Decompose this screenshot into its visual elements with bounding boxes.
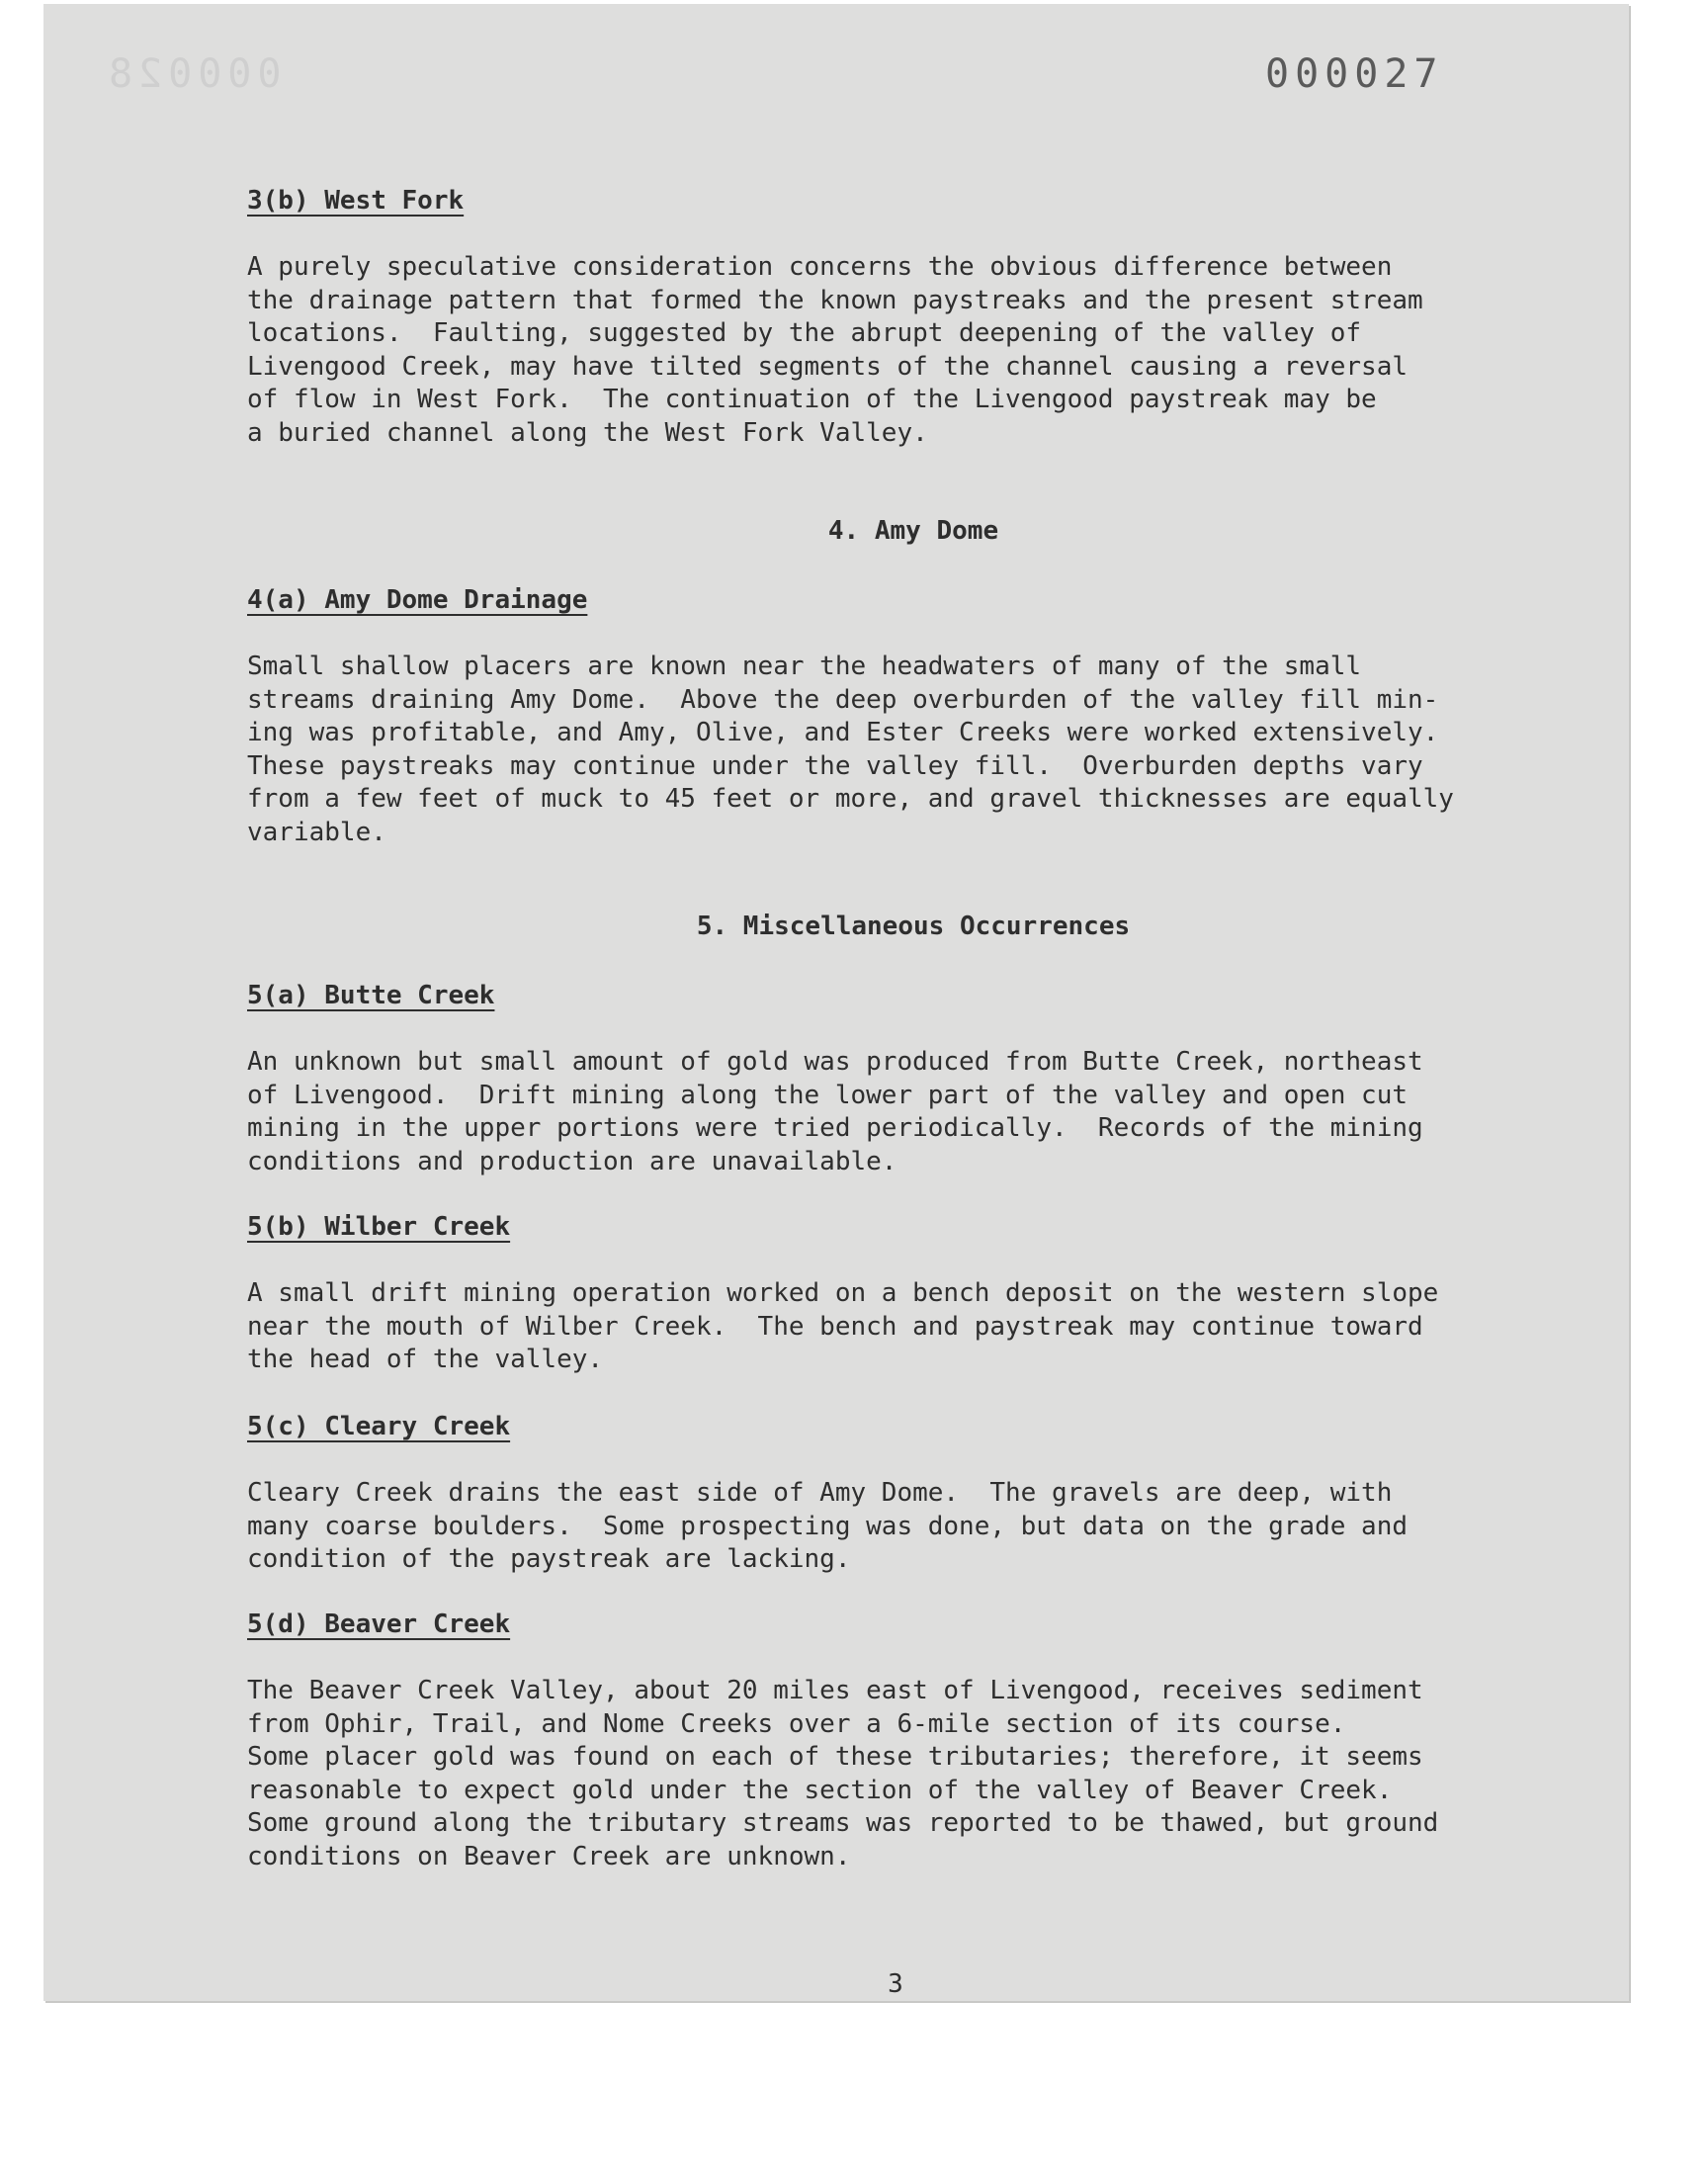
document-control-number: 000027 bbox=[1265, 51, 1444, 97]
section-title-miscellaneous: 5. Miscellaneous Occurrences bbox=[696, 912, 1131, 941]
document-page bbox=[43, 4, 1629, 2001]
paragraph-west-fork: A purely speculative consideration concerns the obvious difference between the drainage pattern that formed the known paystreaks and the present stream locations. Faulting, suggested by the abrupt deepening of the valley of Livengood Creek, may have tilted segments of the channel causing a reversal of flow in West Fork. The continuation of the Livengood paystreak may be a buried channel along the West Fork Valley. bbox=[247, 252, 1423, 448]
bleed-through-stamp: 000028 bbox=[103, 51, 282, 97]
page-number: 3 bbox=[888, 1969, 903, 1999]
heading-5b-wilber-creek: 5(b) Wilber Creek bbox=[247, 1212, 511, 1242]
heading-5d-beaver-creek: 5(d) Beaver Creek bbox=[247, 1610, 511, 1639]
paragraph-beaver-creek: The Beaver Creek Valley, about 20 miles east of Livengood, receives sediment from Ophir, Trail, and Nome Creeks over a 6-mile section of its course. Some placer gold was found on each of these tributaries; therefore, it seems reasonable to expect gold under the section of the valley of Beaver Creek. Some ground along the tributary streams was reported to be thawed, but ground conditions on Beaver Creek are unknown. bbox=[247, 1676, 1439, 1871]
paragraph-butte-creek: An unknown but small amount of gold was produced from Butte Creek, northeast of Livengood. Drift mining along the lower part of the valley and open cut mining in the upper portions were tried periodically. Records of the mining conditions and production are unavailable. bbox=[247, 1047, 1423, 1176]
paragraph-wilber-creek: A small drift mining operation worked on a bench deposit on the western slope near the mouth of Wilber Creek. The bench and paystreak may continue toward the head of the valley. bbox=[247, 1278, 1439, 1374]
paragraph-amy-dome-drainage: Small shallow placers are known near the headwaters of many of the small streams draining Amy Dome. Above the deep overburden of the valley fill min- ing was profitable, and Amy, Olive, and Ester Creeks were worked extensively. These paystreaks may continue under the valley fill. Overburden depths vary from a few feet of muck to 45 feet or more, and gravel thicknesses are equally variable. bbox=[247, 652, 1454, 847]
section-title-amy-dome: 4. Amy Dome bbox=[827, 516, 999, 546]
heading-5c-cleary-creek: 5(c) Cleary Creek bbox=[247, 1412, 511, 1441]
heading-3b-west-fork: 3(b) West Fork bbox=[247, 186, 465, 216]
paragraph-cleary-creek: Cleary Creek drains the east side of Amy Dome. The gravels are deep, with many coarse boulders. Some prospecting was done, but data on the grade and condition of the paystreak are lacking. bbox=[247, 1478, 1408, 1574]
heading-4a-amy-dome-drainage: 4(a) Amy Dome Drainage bbox=[247, 585, 588, 615]
heading-5a-butte-creek: 5(a) Butte Creek bbox=[247, 981, 495, 1010]
